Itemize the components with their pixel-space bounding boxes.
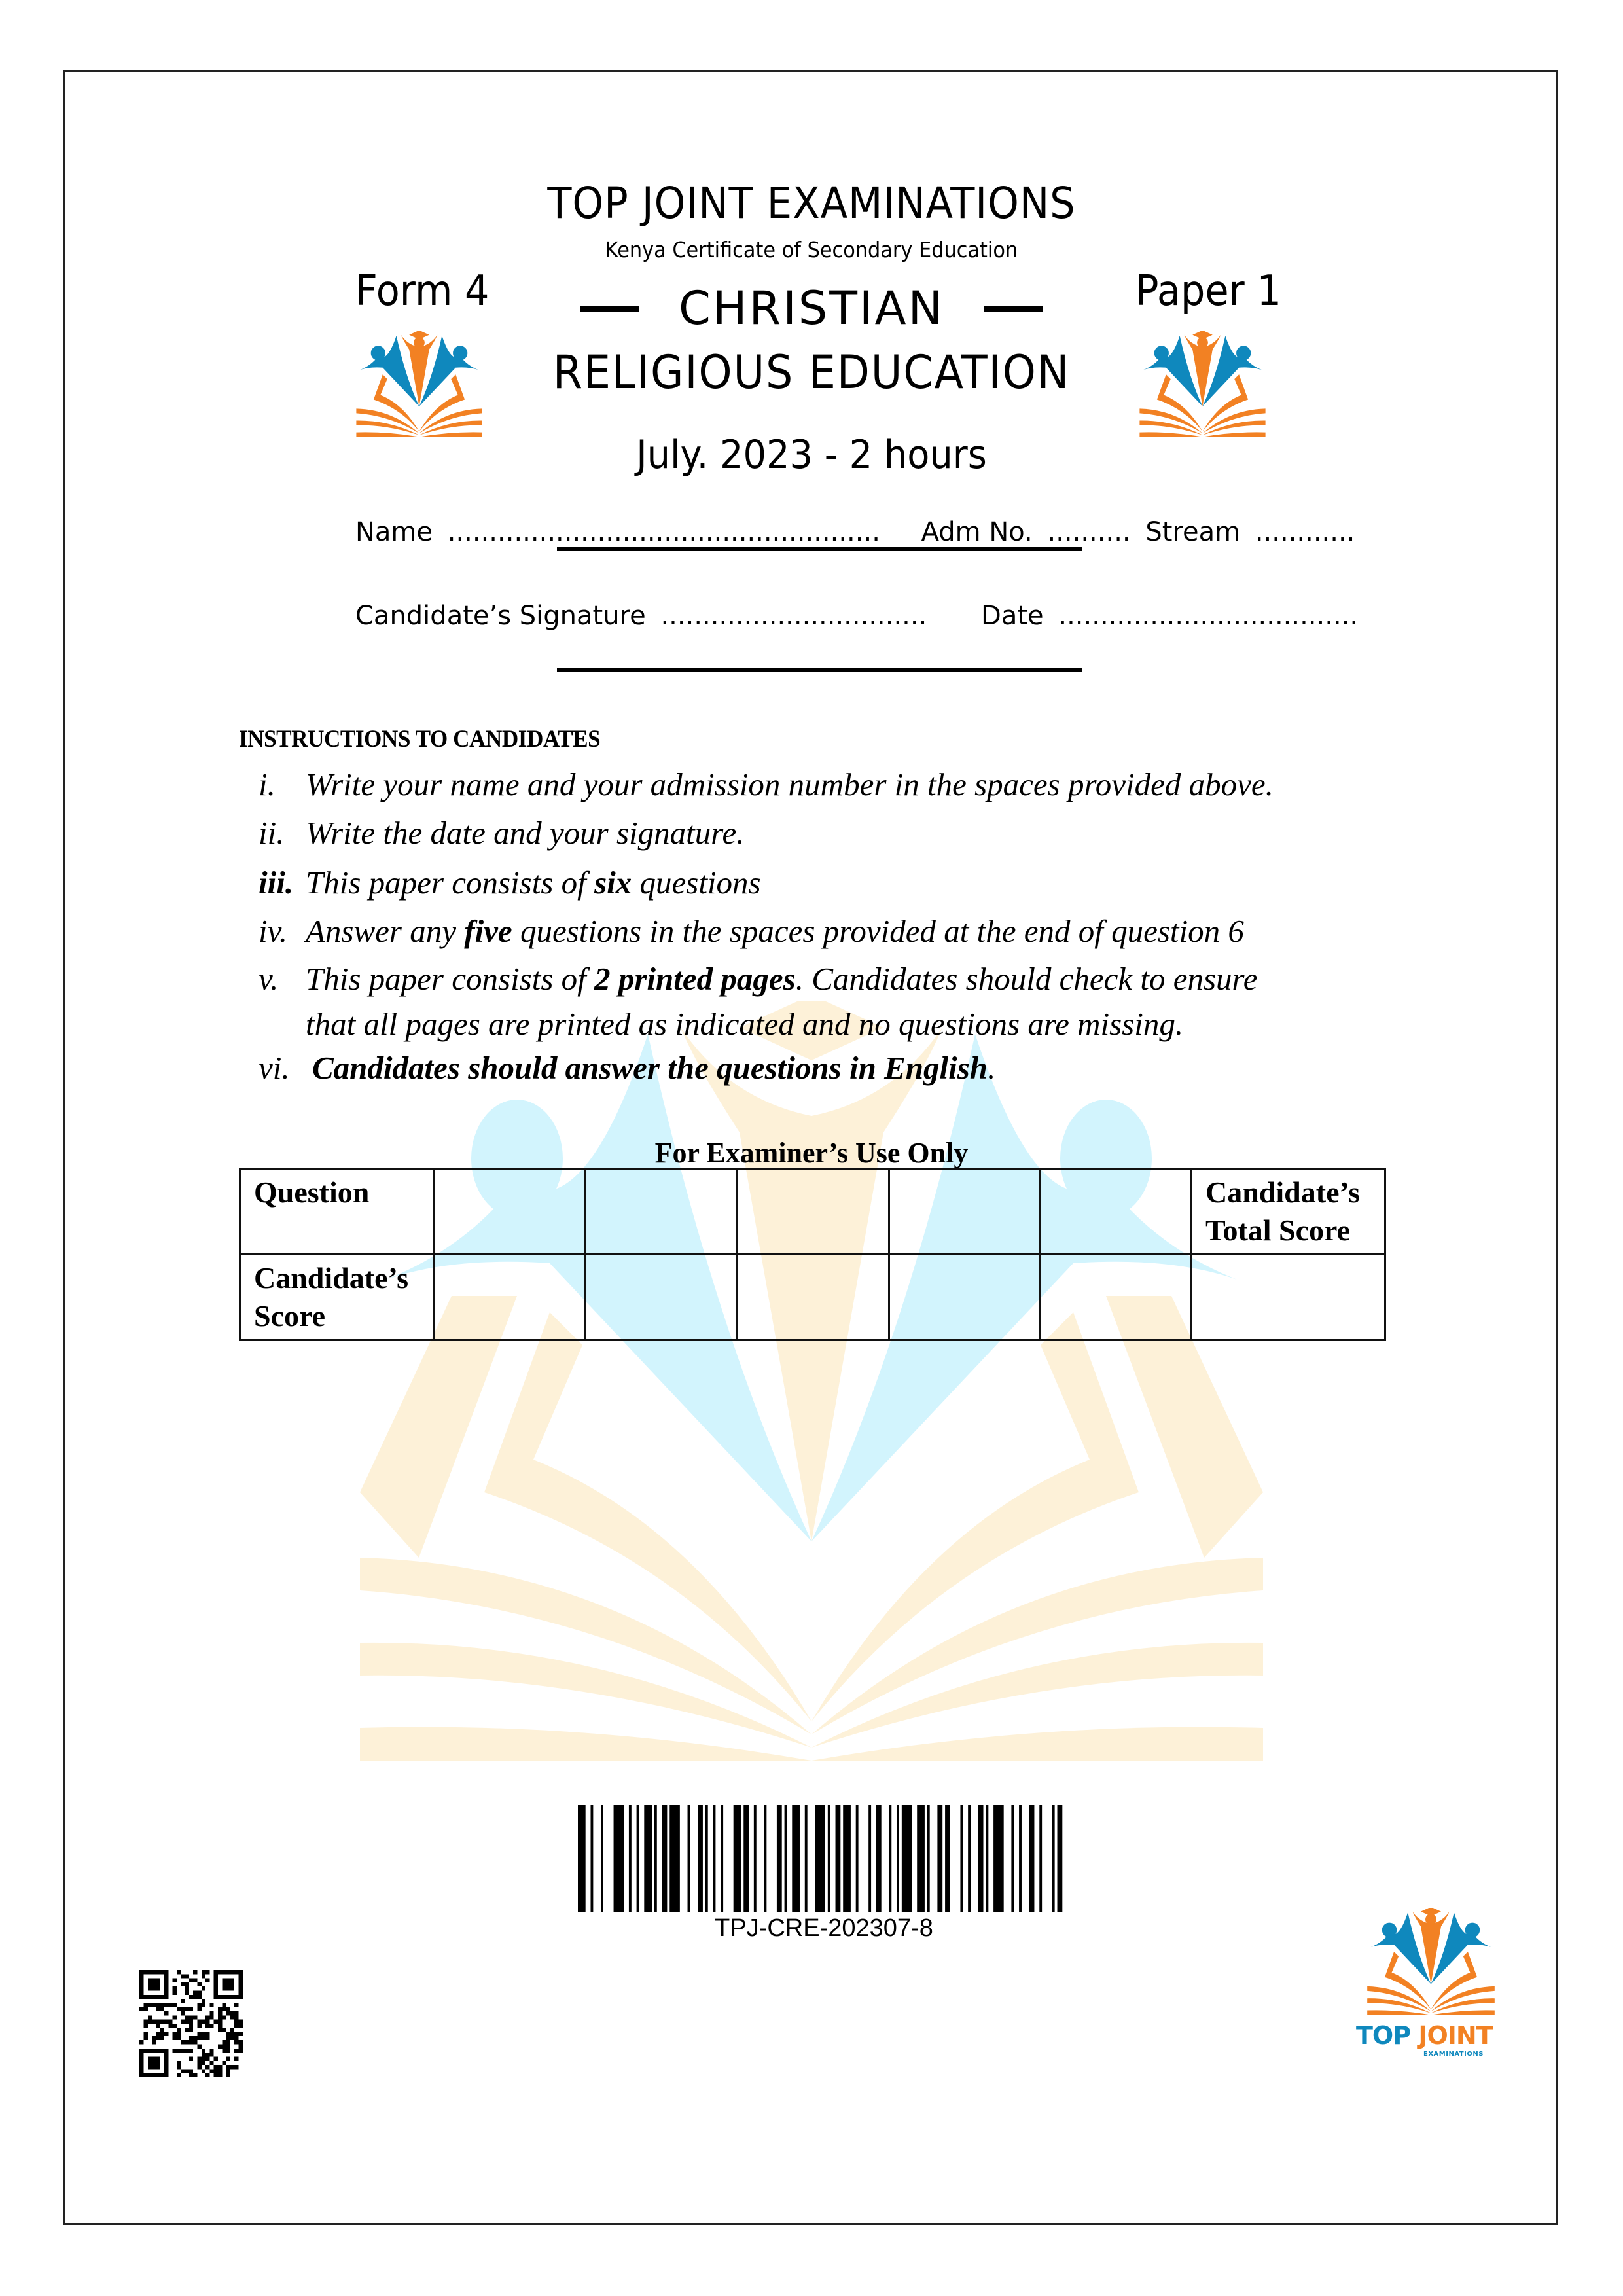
form-label: Form 4 [355,267,490,315]
stream-field[interactable]: ............ [1255,517,1355,547]
name-adm-stream-row [355,517,1355,547]
instruction-emphasis: five [464,913,512,949]
adm-no-label: Adm No. [921,517,1033,547]
instruction-text: questions in the spaces provided at the end of question 6 [512,913,1244,949]
exam-logo-right-icon [1139,331,1266,439]
signature-label: Candidate’s Signature [355,601,646,631]
instruction-item [259,912,1244,950]
instruction-emphasis: six [594,865,632,901]
instruction-item [259,864,761,901]
question-cell[interactable] [889,1169,1041,1255]
instruction-number: vi. [259,1050,290,1086]
question-cell[interactable] [586,1169,738,1255]
instruction-text: Write the date and your signature. [306,815,745,851]
instruction-text: . Candidates should check to ensure [795,961,1258,997]
subject-christian: CHRISTIAN [679,281,944,335]
barcode-text: TPJ-CRE-202307-8 [715,1914,933,1942]
instruction-number: iii. [259,865,294,901]
total-score-header [1192,1169,1385,1255]
question-cell[interactable] [738,1169,889,1255]
instruction-text: This paper consists of [306,961,595,997]
score-label-line2: Score [254,1299,326,1333]
dash-left [580,306,639,312]
date-field[interactable]: .................................... [1058,601,1359,631]
table-row-question [240,1169,1385,1255]
exam-body-title: TOP JOINT EXAMINATIONS [547,178,1076,228]
date-label: Date [981,601,1044,631]
examiner-use-heading: For Examiner’s Use Only [654,1137,969,1169]
name-field[interactable]: .................................................... [447,517,880,547]
barcode-icon [578,1805,1070,1912]
certificate-subtitle: Kenya Certificate of Secondary Education [605,237,1018,262]
exam-date-duration: July. 2023 - 2 hours [636,432,987,478]
instruction-item [259,766,1274,803]
question-row-label: Question [240,1169,435,1255]
question-cell[interactable] [435,1169,586,1255]
score-row-label [240,1255,435,1340]
instruction-number: i. [259,766,276,802]
table-row-score [240,1255,1385,1340]
footer-logo-examinations: EXAMINATIONS [1423,2051,1484,2058]
instruction-text: Answer any [306,913,465,949]
instruction-text: questions [632,865,761,901]
signature-date-row [355,601,1359,631]
header-divider-bottom [557,668,1082,672]
score-cell[interactable] [586,1255,738,1340]
score-label-line1: Candidate’s [254,1261,408,1295]
instruction-text: Write your name and your admission number in the spaces provided above. [306,766,1274,802]
watermark-logo-icon [353,1001,1270,1767]
total-score-label-line1: Candidate’s [1205,1175,1360,1209]
footer-logo-wordmark [1356,2021,1507,2050]
subject-title-line2: RELIGIOUS EDUCATION [552,346,1071,399]
score-cell[interactable] [889,1255,1041,1340]
qr-code-icon [139,1970,243,2077]
instructions-heading: INSTRUCTIONS TO CANDIDATES [239,726,601,753]
stream-label: Stream [1145,517,1241,547]
instruction-number: v. [259,961,279,997]
instruction-emphasis: 2 printed pages [594,961,796,997]
question-cell[interactable] [1041,1169,1192,1255]
instruction-item [259,960,1258,997]
paper-label: Paper 1 [1135,267,1281,315]
subject-title-line1 [0,281,1623,335]
instruction-item [259,1049,995,1086]
total-score-cell[interactable] [1192,1255,1385,1340]
instruction-emphasis: Candidates should answer the questions in English [312,1050,988,1086]
footer-logo-icon [1361,1908,1501,2016]
instruction-number: iv. [259,913,287,949]
score-cell[interactable] [1041,1255,1192,1340]
footer-logo-word-joint: JOINT [1418,2021,1493,2050]
examiner-score-table [239,1168,1386,1341]
instruction-continuation: that all pages are printed as indicated and no questions are missing. [306,1006,1184,1042]
header-divider-top [557,547,1082,551]
footer-logo-word-top: TOP [1356,2021,1411,2050]
name-label: Name [355,517,433,547]
instruction-text: This paper consists of [306,865,595,901]
adm-no-field[interactable]: .......... [1047,517,1131,547]
score-cell[interactable] [435,1255,586,1340]
total-score-label-line2: Total Score [1205,1213,1351,1247]
instruction-number: ii. [259,815,285,851]
exam-logo-left-icon [355,331,483,439]
instruction-item [259,814,745,852]
signature-field[interactable]: ................................ [660,601,927,631]
dash-right [984,306,1043,312]
instruction-text: . [988,1050,996,1086]
score-cell[interactable] [738,1255,889,1340]
